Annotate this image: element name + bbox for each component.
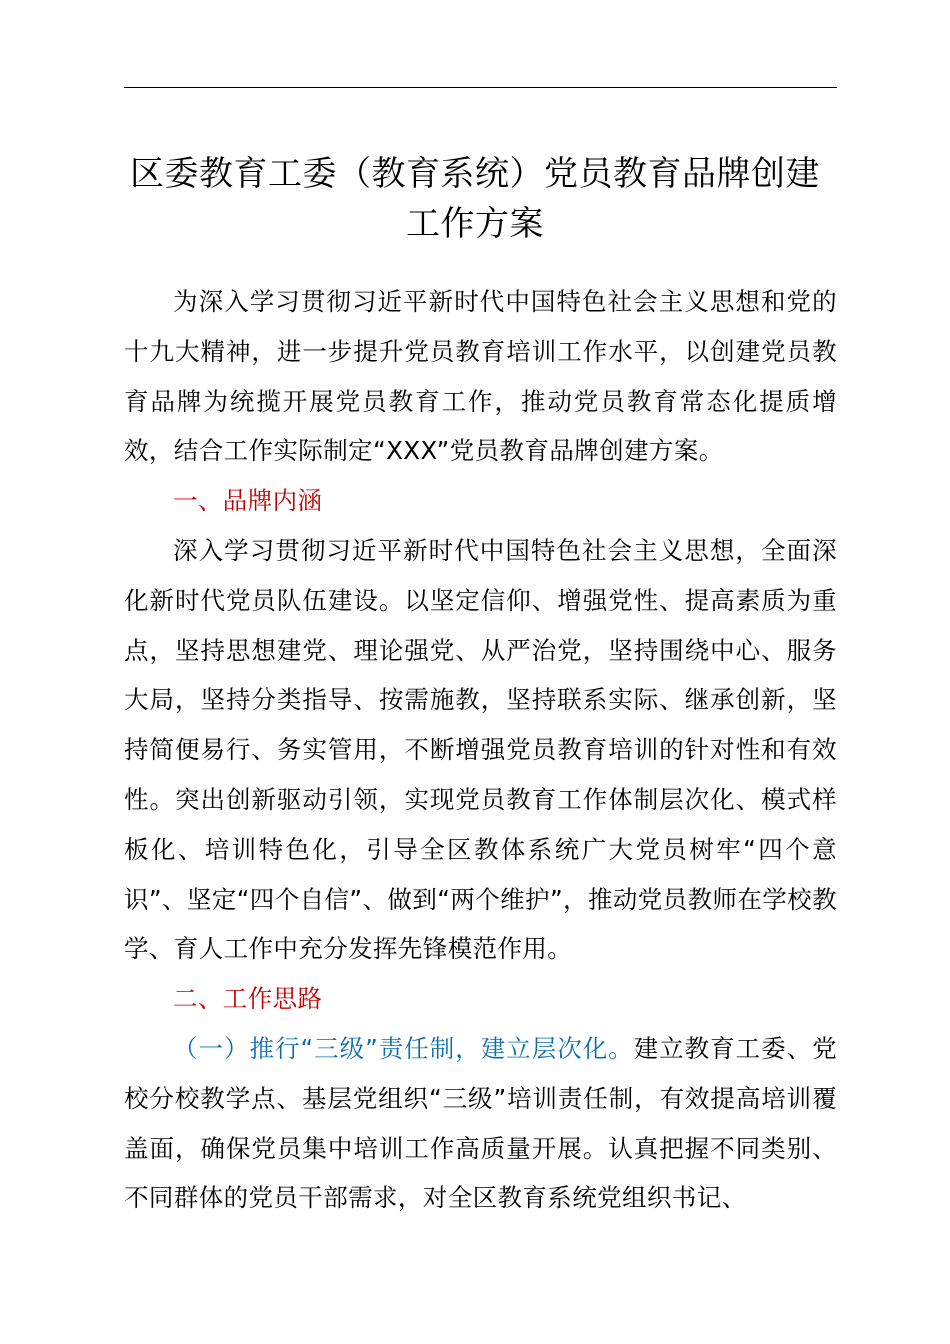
section2-sub1-paragraph xyxy=(124,1024,837,1223)
intro-paragraph: 为深入学习贯彻习近平新时代中国特色社会主义思想和党的十九大精神，进一步提升党员教育培训工作水平，以创建党员教育品牌为统揽开展党员教育工作，推动党员教育常态化提质增效，结合工作实际制定“XXX”党员教育品牌创建方案。 xyxy=(124,287,837,466)
section2-sub1-heading: （一）推行“三级”责任制，建立层次化。 xyxy=(173,1033,634,1063)
top-rule xyxy=(124,87,837,88)
section1-heading: 一、品牌内涵 xyxy=(173,486,323,516)
section2-sub1-body: 建立教育工委、党校分校教学点、基层党组织“三级”培训责任制，有效提高培训覆盖面，确保党员集中培训工作高质量开展。认真把握不同类别、不同群体的党员干部需求，对全区教育系统党组织书记、 xyxy=(124,1033,838,1213)
document-title-line1: 区委教育工委（教育系统）党员教育品牌创建 xyxy=(130,154,820,194)
document-body xyxy=(124,277,837,1223)
document-title-line2: 工作方案 xyxy=(406,204,544,244)
section1-paragraph: 深入学习贯彻习近平新时代中国特色社会主义思想，全面深化新时代党员队伍建设。以坚定信仰、增强党性、提高素质为重点，坚持思想建党、理论强党、从严治党，坚持围绕中心、服务大局，坚持分类指导、按需施教，坚持联系实际、继承创新，坚持简便易行、务实管用，不断增强党员教育培训的针对性和有效性。突出创新驱动引领，实现党员教育工作体制层次化、模式样板化、培训特色化，引导全区教体系统广大党员树牢“四个意识”、坚定“四个自信”、做到“两个维护”，推动党员教师在学校教学、育人工作中充分发挥先锋模范作用。 xyxy=(124,535,837,964)
section2-heading: 二、工作思路 xyxy=(173,984,323,1014)
